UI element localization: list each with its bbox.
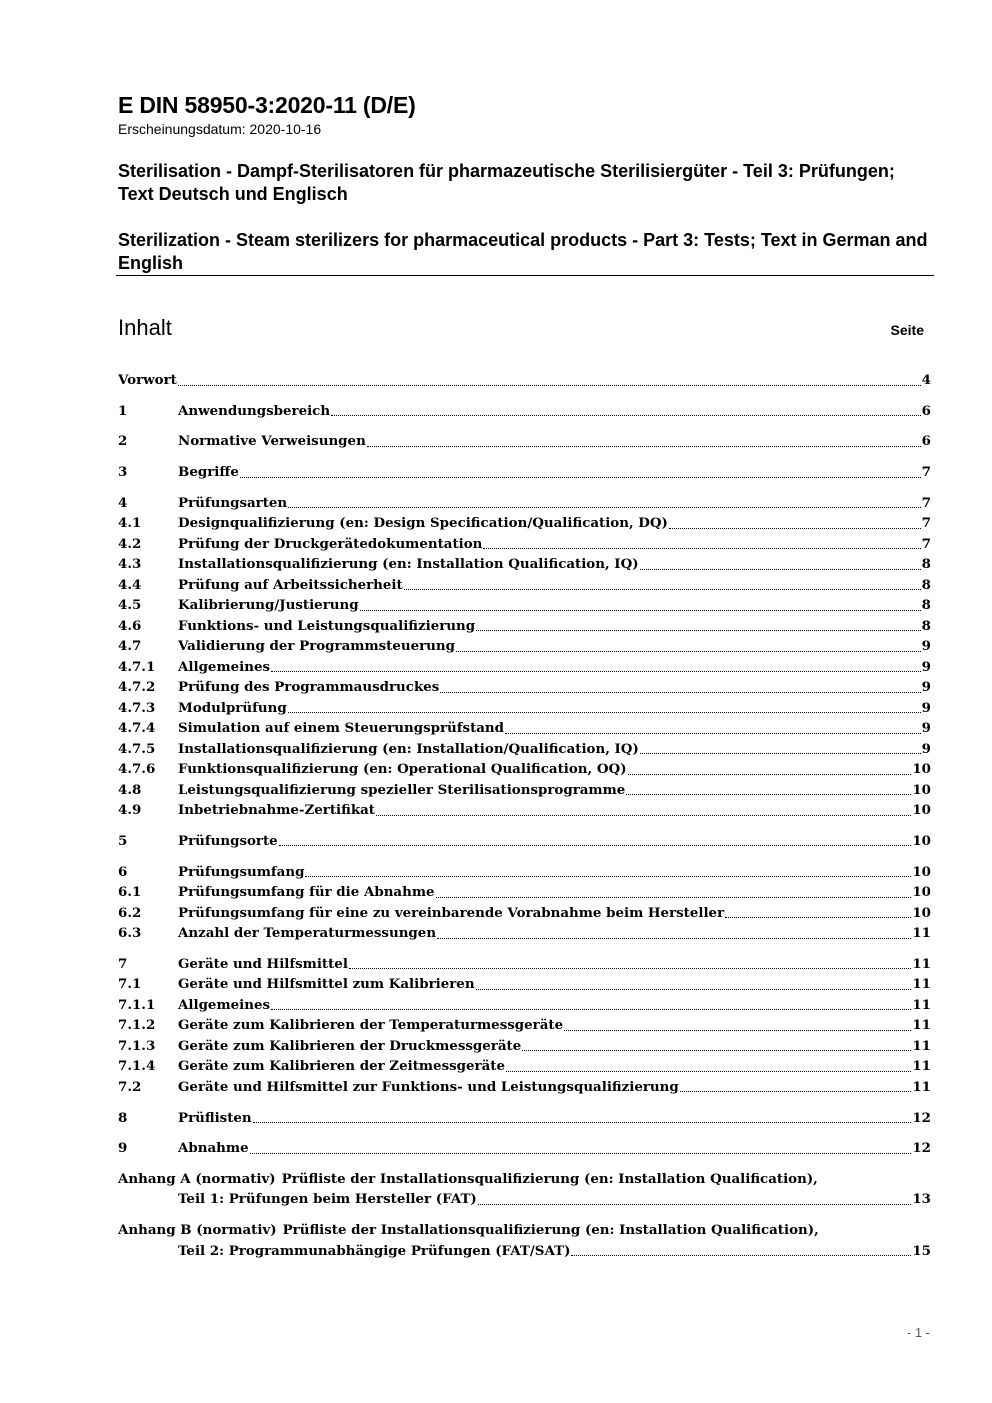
toc-entry-title: Simulation auf einem Steuerungsprüfstand xyxy=(178,720,505,737)
toc-entry-title: Leistungsqualifizierung spezieller Sterilisationsprogramme xyxy=(178,781,626,798)
toc-entry[interactable] xyxy=(118,401,931,422)
toc-entry-number: Vorwort xyxy=(118,372,177,388)
toc-annex-label: Anhang B (normativ) xyxy=(118,1222,277,1239)
toc-entry-page: 9 xyxy=(921,699,931,716)
toc-leader-dots xyxy=(571,1254,911,1256)
toc-entry-title: Prüfungsorte xyxy=(178,832,278,849)
toc-entry-title: Designqualifizierung (en: Design Specification/Qualification, DQ) xyxy=(178,515,668,532)
toc-leader-dots xyxy=(626,793,911,795)
toc-leader-dots xyxy=(478,1203,912,1205)
toc-leader-dots xyxy=(669,527,921,529)
toc-leader-dots xyxy=(564,1029,911,1031)
toc-entry-number: 4.7.6 xyxy=(118,761,156,778)
toc-entry-title: Prüfungsumfang xyxy=(178,863,305,880)
toc-entry-title: Installationsqualifizierung (en: Installation Qualification, IQ) xyxy=(178,556,639,573)
toc-entry[interactable] xyxy=(118,1138,931,1159)
toc-entry-number: 4.7 xyxy=(118,638,142,655)
toc-entry-page: 11 xyxy=(912,976,931,993)
toc-entry-page: 7 xyxy=(921,494,931,511)
toc-leader-dots xyxy=(725,916,911,918)
page-number: - 1 - xyxy=(906,1325,930,1340)
toc-entry-page: 7 xyxy=(921,515,931,532)
toc-annex-continuation xyxy=(118,1189,931,1210)
toc-entry-number: 4.7.2 xyxy=(118,679,156,696)
title-german: Sterilisation - Dampf-Sterilisatoren für pharmazeutische Sterilisiergüter - Teil 3: Prüfungen; Text Deutsch und Englisch xyxy=(118,161,895,204)
toc-entry-page: 8 xyxy=(921,576,931,593)
toc-entry[interactable] xyxy=(118,1036,931,1057)
toc-entry-page: 10 xyxy=(912,863,931,880)
toc-entry[interactable] xyxy=(118,800,931,821)
toc-entry-number: 6.2 xyxy=(118,904,142,921)
toc-entry-page: 10 xyxy=(912,904,931,921)
toc-annex-title-line1: Prüfliste der Installationsqualifizierung (en: Installation Qualification), xyxy=(281,1170,818,1187)
toc-entry[interactable] xyxy=(118,462,931,483)
toc-heading: Inhalt xyxy=(118,315,172,340)
toc-entry-number: 1 xyxy=(118,402,128,419)
toc-entry-number: 7.1.2 xyxy=(118,1017,156,1034)
toc-entry-title: Anzahl der Temperaturmessungen xyxy=(178,925,437,942)
toc-entry-page: 7 xyxy=(921,535,931,552)
toc-entry-page: 11 xyxy=(912,996,931,1013)
toc-entry[interactable] xyxy=(118,534,931,555)
toc-leader-dots xyxy=(476,988,912,990)
toc-entry[interactable] xyxy=(118,513,931,534)
toc-entry-number: 6 xyxy=(118,863,128,880)
toc-annex-heading xyxy=(118,1169,931,1190)
toc-leader-dots xyxy=(440,691,920,693)
title-divider xyxy=(116,275,934,276)
toc-entry-number: 8 xyxy=(118,1109,128,1126)
toc-entry[interactable] xyxy=(118,974,931,995)
toc-entry-page: 12 xyxy=(912,1140,931,1157)
toc-entry-title: Geräte zum Kalibrieren der Druckmessgeräte xyxy=(178,1037,522,1054)
toc-entry[interactable] xyxy=(118,431,931,452)
toc-entry-number: 4.1 xyxy=(118,515,142,532)
toc-entry-number: 6.3 xyxy=(118,925,142,942)
toc-leader-dots xyxy=(288,506,921,508)
toc-leader-dots xyxy=(404,588,921,590)
toc-entry-page: 12 xyxy=(912,1109,931,1126)
toc-entry-number: 4.7.4 xyxy=(118,720,156,737)
toc-leader-dots xyxy=(305,875,911,877)
toc-entry-number: 4.5 xyxy=(118,597,142,614)
toc-entry[interactable] xyxy=(118,370,931,391)
toc-entry[interactable] xyxy=(118,595,931,616)
toc-entry-number: 4.8 xyxy=(118,781,142,798)
toc-entry-number: 7.1.1 xyxy=(118,996,156,1013)
toc-leader-dots xyxy=(437,937,911,939)
toc-annex-title-line2: Teil 1: Prüfungen beim Hersteller (FAT) xyxy=(178,1191,477,1208)
toc-entry-title: Prüfungsumfang für eine zu vereinbarende Vorabnahme beim Hersteller xyxy=(178,904,725,921)
toc-entry-page: 10 xyxy=(912,832,931,849)
toc-leader-dots xyxy=(240,476,921,478)
toc-entry-number: 5 xyxy=(118,832,128,849)
toc-leader-dots xyxy=(367,445,921,447)
toc-leader-dots xyxy=(522,1049,911,1051)
toc-entry-page: 9 xyxy=(921,638,931,655)
toc-entry-title: Prüfungsumfang für die Abnahme xyxy=(178,884,435,901)
toc-entry[interactable] xyxy=(118,575,931,596)
toc-entry-title: Prüfung auf Arbeitssicherheit xyxy=(178,576,403,593)
toc-entry-page: 9 xyxy=(921,740,931,757)
toc-entry-number: 4.3 xyxy=(118,556,142,573)
toc-leader-dots xyxy=(456,650,921,652)
toc-entry-title: Geräte zum Kalibrieren der Temperaturmessgeräte xyxy=(178,1017,564,1034)
toc-entry[interactable] xyxy=(118,657,931,678)
toc-entry[interactable] xyxy=(118,698,931,719)
toc-annex-title-line2: Teil 2: Programmunabhängige Prüfungen (FAT/SAT) xyxy=(178,1242,571,1259)
toc-entry-title: Kalibrierung/Justierung xyxy=(178,597,359,614)
toc-entry-title: Geräte und Hilfsmittel xyxy=(178,955,348,972)
toc-entry-title: Prüflisten xyxy=(178,1109,252,1126)
toc-leader-dots xyxy=(505,732,921,734)
toc-entry-page: 10 xyxy=(912,781,931,798)
document-number: E DIN 58950-3:2020-11 (D/E) xyxy=(118,92,416,118)
toc-entry-page: 11 xyxy=(912,1017,931,1034)
toc-entry-page: 10 xyxy=(912,884,931,901)
toc-entry-title: Geräte zum Kalibrieren der Zeitmessgeräte xyxy=(178,1058,505,1075)
toc-entry-page: 11 xyxy=(912,955,931,972)
toc-entry[interactable] xyxy=(118,493,931,514)
toc-leader-dots xyxy=(271,1008,911,1010)
toc-annex-entry[interactable] xyxy=(118,1169,931,1210)
toc-leader-dots xyxy=(680,1090,912,1092)
toc-entry-title: Geräte und Hilfsmittel zum Kalibrieren xyxy=(178,976,475,993)
toc-entry-number: 7.2 xyxy=(118,1078,142,1095)
toc-annex-title-line1: Prüfliste der Installationsqualifizierung (en: Installation Qualification), xyxy=(282,1222,819,1239)
toc-entry-page: 8 xyxy=(921,617,931,634)
toc-entry-number: 7.1 xyxy=(118,976,142,993)
toc-entry-number: 2 xyxy=(118,433,128,450)
toc-entry-number: 4 xyxy=(118,494,128,511)
toc-entry-title: Validierung der Programmsteuerung xyxy=(178,638,456,655)
toc-leader-dots xyxy=(178,384,921,386)
toc-entry[interactable] xyxy=(118,882,931,903)
toc-entry-title: Prüfungsarten xyxy=(178,494,288,511)
toc-entry-page: 9 xyxy=(921,658,931,675)
toc-entry[interactable] xyxy=(118,903,931,924)
toc-leader-dots xyxy=(253,1121,912,1123)
toc-entry-title: Anwendungsbereich xyxy=(178,402,331,419)
toc-entry[interactable] xyxy=(118,616,931,637)
toc-entry-title: Geräte und Hilfsmittel zur Funktions- und Leistungsqualifizierung xyxy=(178,1078,679,1095)
table-of-contents xyxy=(118,370,931,1261)
toc-entry[interactable] xyxy=(118,780,931,801)
toc-entry-page: 11 xyxy=(912,1078,931,1095)
toc-annex-label: Anhang A (normativ) xyxy=(118,1170,276,1187)
toc-entry[interactable] xyxy=(118,759,931,780)
toc-leader-dots xyxy=(288,711,921,713)
toc-entry-title: Funktionsqualifizierung (en: Operational Qualification, OQ) xyxy=(178,761,627,778)
title-english: Sterilization - Steam sterilizers for pharmaceutical products - Part 3: Tests; Text in German and English xyxy=(118,230,928,273)
toc-annex-continuation xyxy=(118,1241,931,1262)
toc-leader-dots xyxy=(349,967,911,969)
toc-entry-number: 7.1.4 xyxy=(118,1058,156,1075)
toc-entry-number: 6.1 xyxy=(118,884,142,901)
toc-entry-number: 4.4 xyxy=(118,576,142,593)
toc-entry-number: 3 xyxy=(118,464,128,481)
toc-entry[interactable] xyxy=(118,1077,931,1098)
toc-leader-dots xyxy=(360,609,921,611)
toc-entry[interactable] xyxy=(118,954,931,975)
toc-entry-page: 9 xyxy=(921,720,931,737)
toc-entry-title: Prüfung des Programmausdruckes xyxy=(178,679,440,696)
toc-entry-page: 13 xyxy=(912,1191,931,1208)
toc-entry[interactable] xyxy=(118,636,931,657)
toc-entry-page: 4 xyxy=(921,372,931,388)
toc-page-label: Seite xyxy=(890,322,924,338)
toc-entry[interactable] xyxy=(118,1108,931,1129)
toc-entry[interactable] xyxy=(118,1056,931,1077)
toc-entry-number: 9 xyxy=(118,1140,128,1157)
toc-entry-title: Abnahme xyxy=(178,1140,249,1157)
toc-entry[interactable] xyxy=(118,1015,931,1036)
toc-entry[interactable] xyxy=(118,554,931,575)
toc-entry-title: Inbetriebnahme-Zertifikat xyxy=(178,802,375,819)
toc-entry-page: 11 xyxy=(912,1058,931,1075)
toc-entry[interactable] xyxy=(118,995,931,1016)
toc-annex-entry[interactable] xyxy=(118,1220,931,1261)
toc-entry-page: 6 xyxy=(921,433,931,450)
toc-entry-page: 8 xyxy=(921,556,931,573)
toc-entry-title: Allgemeines xyxy=(178,996,271,1013)
toc-entry-number: 7 xyxy=(118,955,128,972)
toc-entry-number: 4.7.3 xyxy=(118,699,156,716)
toc-entry-title: Prüfung der Druckgerätedokumentation xyxy=(178,535,483,552)
toc-entry-page: 10 xyxy=(912,802,931,819)
toc-entry-page: 8 xyxy=(921,597,931,614)
toc-leader-dots xyxy=(376,814,911,816)
toc-entry[interactable] xyxy=(118,831,931,852)
toc-entry[interactable] xyxy=(118,677,931,698)
toc-entry[interactable] xyxy=(118,862,931,883)
toc-entry-number: 4.7.1 xyxy=(118,658,156,675)
toc-entry-number: 4.6 xyxy=(118,617,142,634)
toc-entry-page: 11 xyxy=(912,925,931,942)
toc-entry[interactable] xyxy=(118,739,931,760)
toc-entry-title: Funktions- und Leistungsqualifizierung xyxy=(178,617,476,634)
toc-leader-dots xyxy=(506,1070,911,1072)
toc-leader-dots xyxy=(250,1152,912,1154)
toc-entry-page: 11 xyxy=(912,1037,931,1054)
toc-entry-page: 6 xyxy=(921,402,931,419)
toc-entry-page: 15 xyxy=(912,1242,931,1259)
toc-entry-number: 4.2 xyxy=(118,535,142,552)
toc-entry-number: 4.7.5 xyxy=(118,740,156,757)
toc-entry-title: Begriffe xyxy=(178,464,239,481)
toc-leader-dots xyxy=(271,670,921,672)
toc-leader-dots xyxy=(476,629,921,631)
issue-date: Erscheinungsdatum: 2020-10-16 xyxy=(118,121,322,137)
toc-leader-dots xyxy=(483,547,920,549)
toc-leader-dots xyxy=(331,414,921,416)
toc-entry-title: Normative Verweisungen xyxy=(178,433,366,450)
toc-entry-page: 10 xyxy=(912,761,931,778)
toc-entry-page: 9 xyxy=(921,679,931,696)
toc-entry[interactable] xyxy=(118,718,931,739)
toc-entry-title: Installationsqualifizierung (en: Installation/Qualification, IQ) xyxy=(178,740,639,757)
toc-entry[interactable] xyxy=(118,923,931,944)
toc-leader-dots xyxy=(279,844,912,846)
toc-leader-dots xyxy=(628,773,912,775)
toc-leader-dots xyxy=(640,568,921,570)
toc-leader-dots xyxy=(640,752,921,754)
toc-entry-number: 4.9 xyxy=(118,802,142,819)
toc-entry-title: Modulprüfung xyxy=(178,699,287,716)
toc-entry-title: Allgemeines xyxy=(178,658,271,675)
toc-annex-heading xyxy=(118,1220,931,1241)
toc-entry-page: 7 xyxy=(921,464,931,481)
toc-leader-dots xyxy=(436,896,912,898)
toc-entry-number: 7.1.3 xyxy=(118,1037,156,1054)
